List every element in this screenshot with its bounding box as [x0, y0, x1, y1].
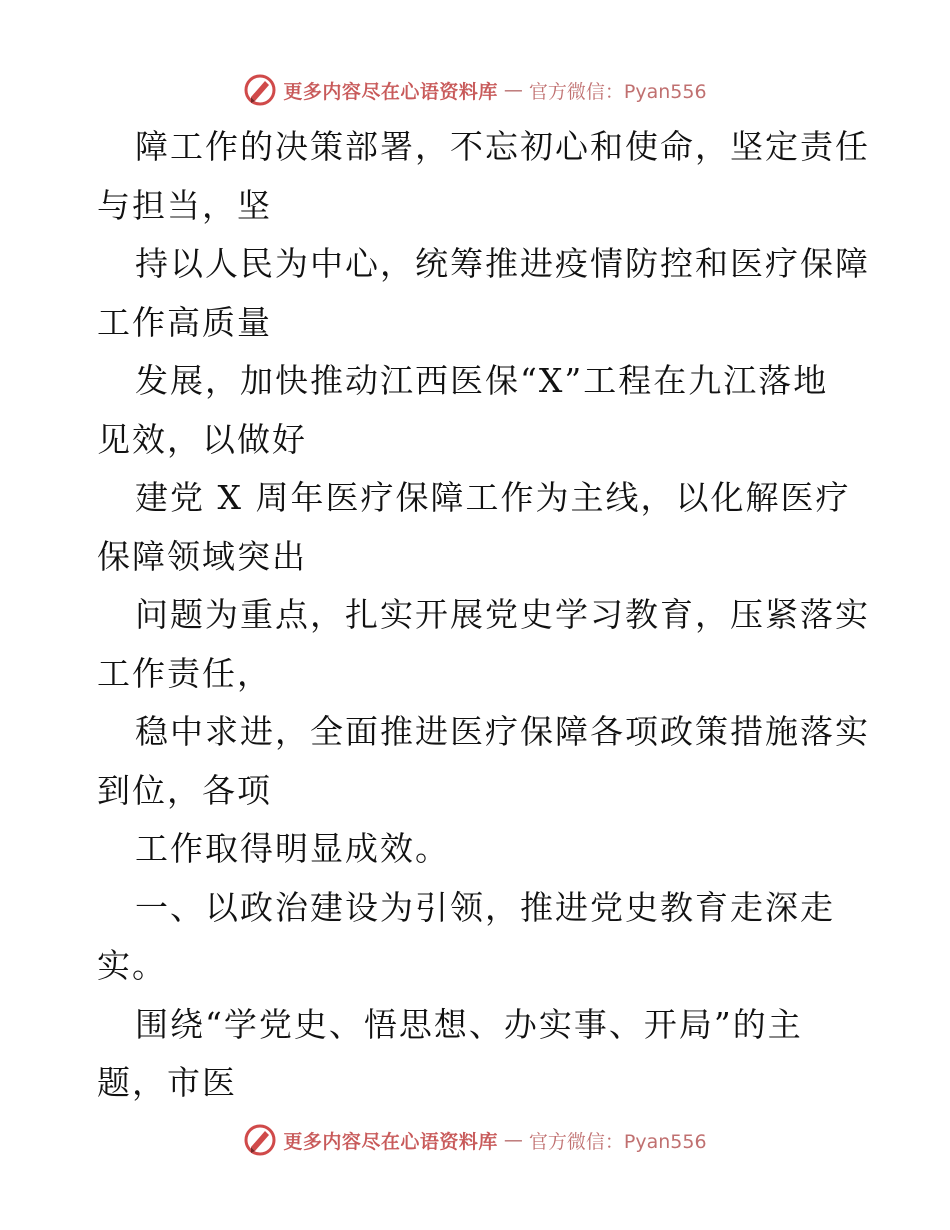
- section-heading: 一、以政治建设为引领，推进党史教育走深走: [135, 887, 835, 927]
- section-heading-continuation: 实。: [97, 946, 167, 985]
- watermark-separator: —: [503, 1129, 523, 1151]
- text-line: 见效，以做好: [97, 419, 307, 459]
- text-line: 题，市医: [97, 1063, 237, 1102]
- text-line: 与担当，坚: [97, 185, 272, 225]
- text-line: 围绕“学党史、悟思想、办实事、开局”的主: [135, 1004, 803, 1044]
- watermark-brand-text: 更多内容尽在心语资料库: [283, 1130, 498, 1153]
- watermark-contact-text: 官方微信：Pyan556: [528, 1130, 707, 1153]
- footer-watermark: [0, 1120, 950, 1160]
- text-line: 持以人民为中心，统筹推进疫情防控和医疗保障: [135, 244, 870, 283]
- text-line: 保障领域突出: [97, 536, 307, 576]
- brand-logo-icon: [243, 73, 277, 107]
- brand-logo-icon: [243, 1123, 277, 1157]
- text-line: 障工作的决策部署，不忘初心和使命，坚定责任: [135, 127, 870, 166]
- text-line: 工作高质量: [97, 302, 272, 342]
- text-line: 工作责任，: [97, 653, 272, 693]
- text-line: 发展，加快推动江西医保“X”工程在九江落地: [135, 361, 829, 400]
- text-line: 建党 X 周年医疗保障工作为主线，以化解医疗: [135, 478, 851, 517]
- text-line: 工作取得明显成效。: [135, 829, 450, 868]
- text-line: 到位，各项: [97, 770, 272, 810]
- text-line: 稳中求进，全面推进医疗保障各项政策措施落实: [135, 712, 870, 751]
- text-line: 问题为重点，扎实开展党史学习教育，压紧落实: [135, 595, 870, 634]
- watermark-contact-text: 官方微信：Pyan556: [528, 80, 707, 103]
- document-body: [97, 118, 870, 1113]
- watermark-separator: —: [503, 79, 523, 101]
- header-watermark: [0, 70, 950, 110]
- watermark-brand-text: 更多内容尽在心语资料库: [283, 80, 498, 103]
